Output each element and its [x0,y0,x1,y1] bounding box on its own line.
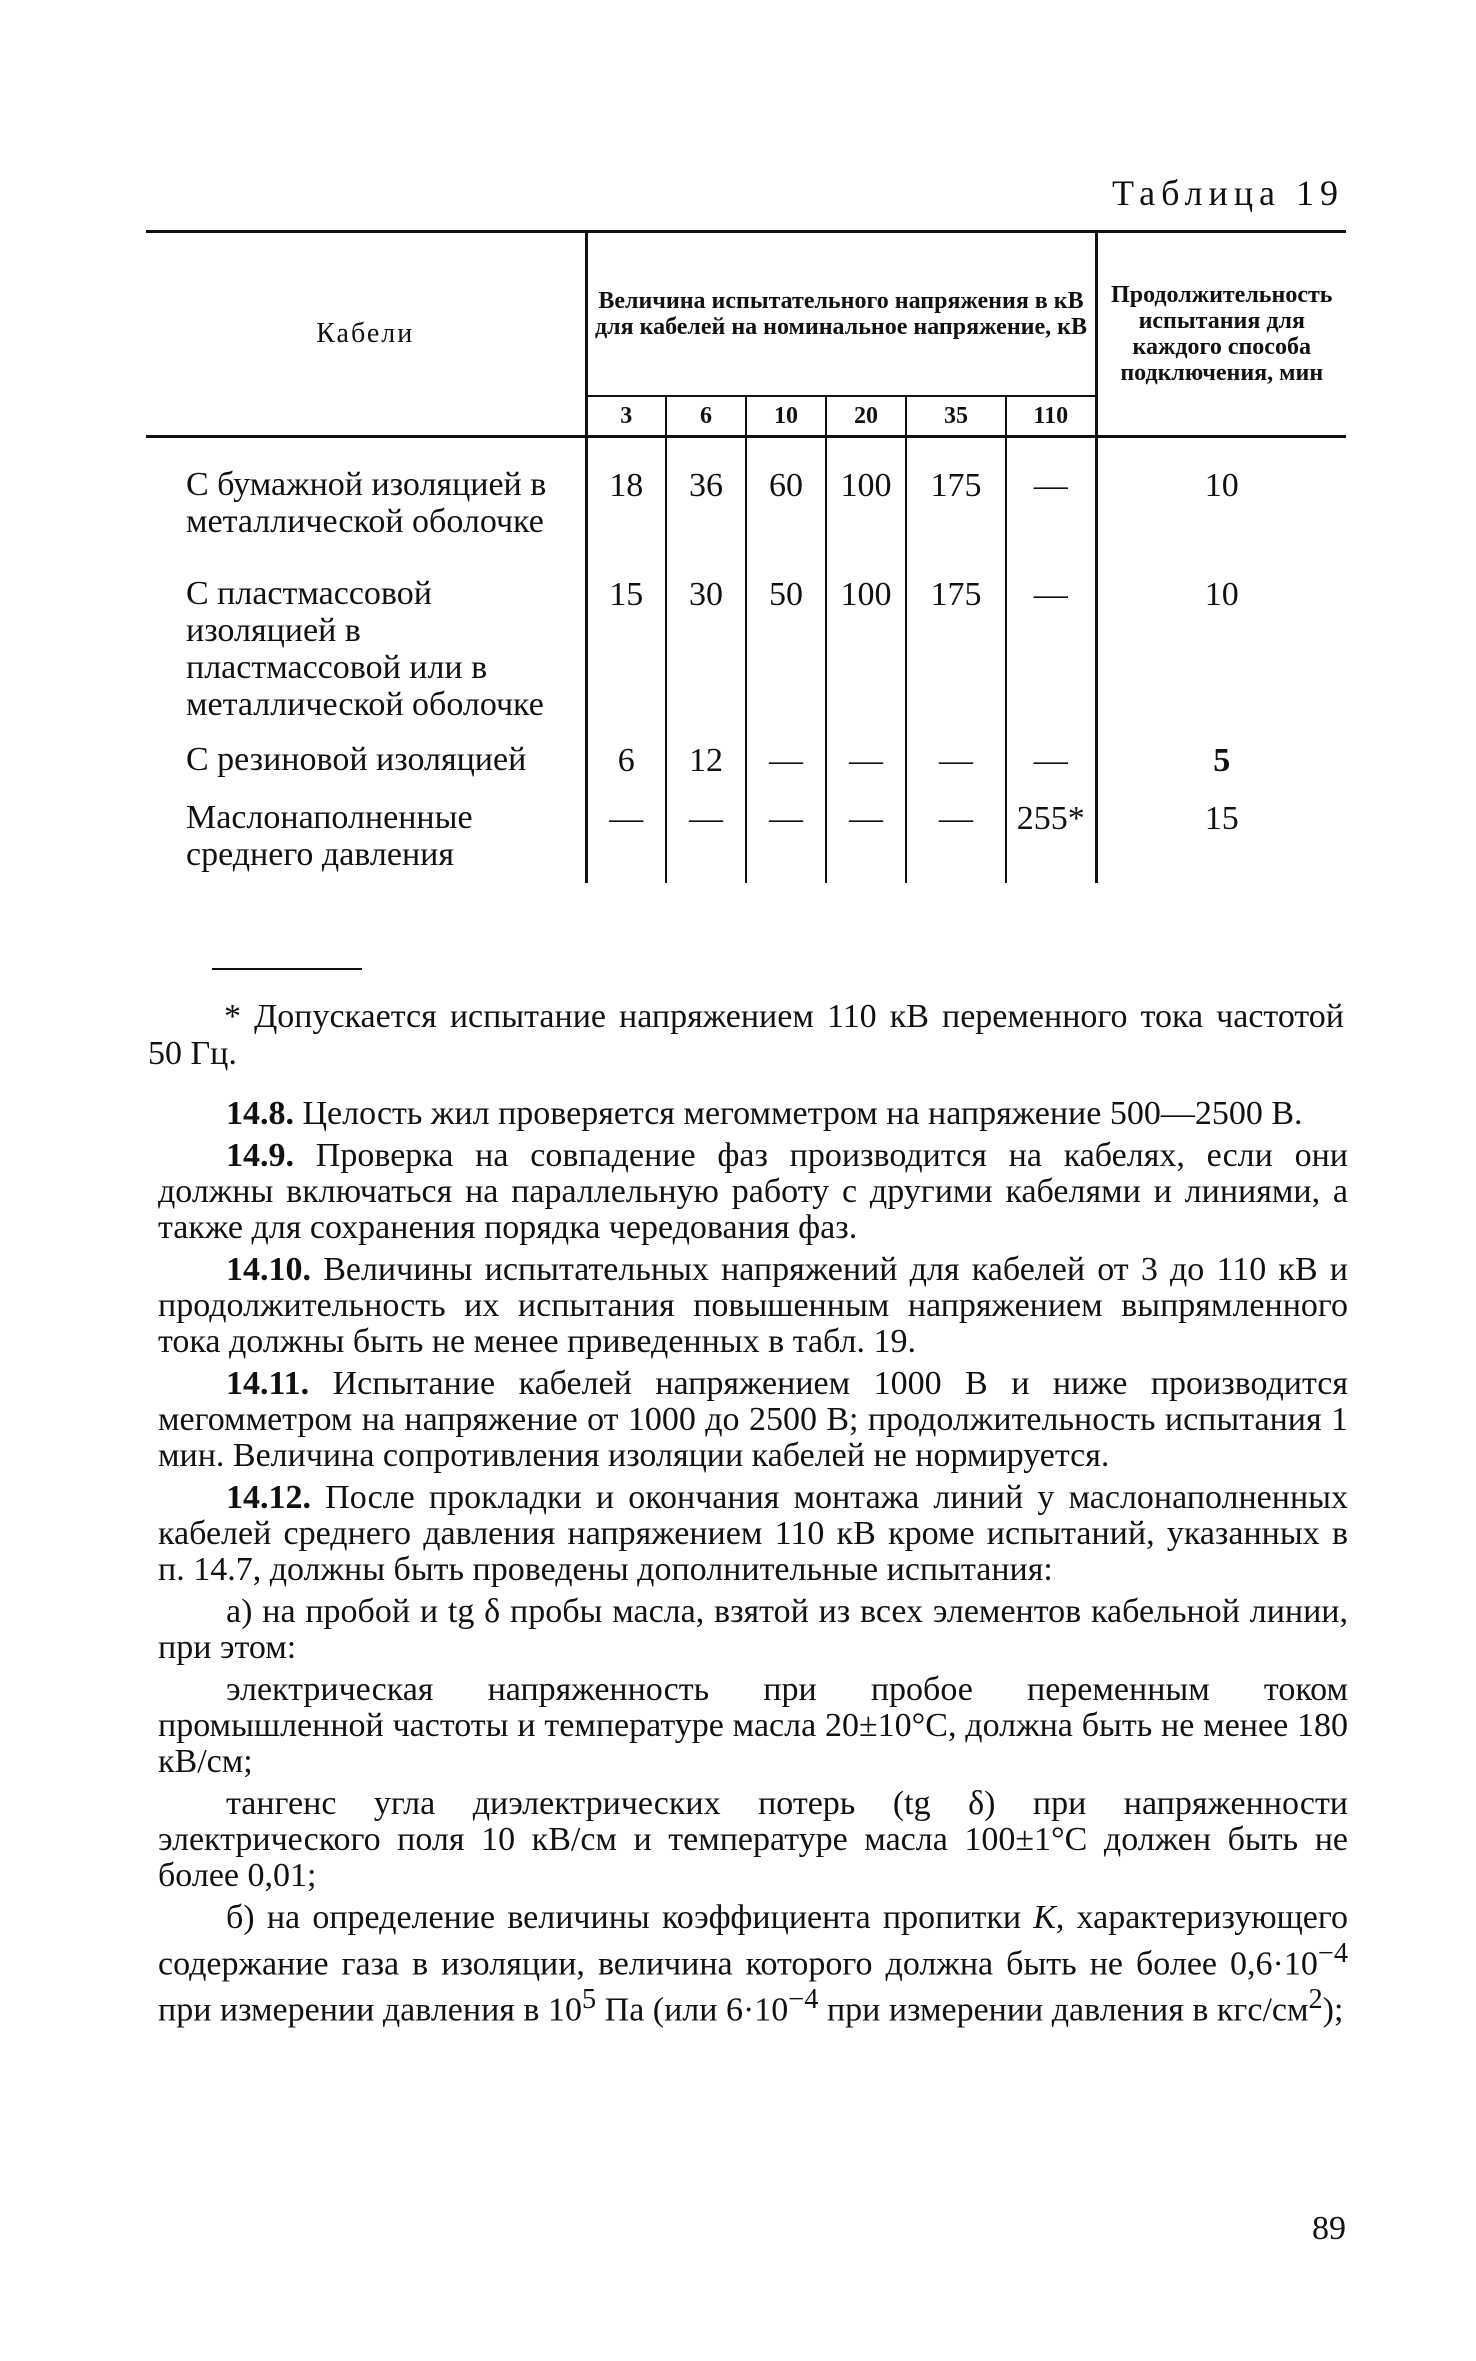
paragraph-14-10 [158,1252,1348,1360]
exponent: −4 [1317,1938,1348,1969]
paragraph-b-text: Па (или 6·10 [596,1991,789,2029]
paragraph-b-text: при измерении давления в кгс/см [818,1991,1309,2029]
paragraph-14-12 [158,1480,1348,1588]
header-cables: Кабели [146,232,586,437]
exponent: 2 [1308,1984,1323,2016]
paragraph-a: а) на пробой и tg δ пробы масла, взятой из всех элементов кабельной линии, при этом: [158,1593,1348,1666]
test-voltage-table [146,230,1346,883]
paragraph-text: Испытание кабелей напряжением 1000 В и ниже производится мегомметром на напряжение от 1000 до 2500 В; продолжительность испытания 1 мин. Величина сопротивления изоляции кабелей не нормируется. [158,1365,1348,1474]
row-cable-name: С бумажной изоляцией в металлической оболочке [146,437,586,567]
row-cable-name: С резиновой изоляцией [146,733,586,791]
row-duration: 10 [1204,575,1239,613]
row-value: 12 [666,733,746,791]
paragraph-a-1: электрическая напряженность при пробое переменным током промышленной частоты и температуре масла 20±10°С, должна быть не менее 180 кВ/см; [158,1671,1348,1780]
paragraph-14-9 [158,1138,1348,1246]
header-duration: Продолжительность испытания для каждого способа подключения, мин [1096,232,1346,437]
row-value: 6 [586,733,666,791]
row-duration: 10 [1204,467,1239,504]
row-value: — [1006,437,1096,567]
row-value: 100 [826,567,906,733]
row-duration: 5 [1213,741,1231,779]
row-value: 175 [906,567,1006,733]
paragraph-number: 14.11. [226,1365,310,1402]
row-value: 36 [666,437,746,567]
row-value: — [746,733,826,791]
row-value: — [586,791,666,883]
row-value: 18 [586,437,666,567]
row-value: 60 [746,437,826,567]
paragraph-b-text: б) на определение величины коэффициента пропитки [226,1899,1034,1936]
header-voltage-20: 20 [826,396,906,437]
paragraph-a-2: тангенс угла диэлектрических потерь (tg δ) при напряженности электрического поля 10 кВ/см и температуре масла 100±1°С должен быть не более 0,01; [158,1785,1348,1894]
row-value: 30 [666,567,746,733]
paragraph-number: 14.10. [226,1251,311,1288]
table-container [146,230,1346,883]
row-duration: 15 [1204,799,1239,837]
row-value: — [906,733,1006,791]
table-footnote: * Допускается испытание напряжением 110 кВ переменного тока частотой 50 Гц. [148,998,1344,1072]
table-row [146,791,1346,883]
row-value: — [906,791,1006,883]
paragraph-text: Целость жил проверяется мегомметром на напряжение 500—2500 В. [302,1095,1303,1132]
row-value: — [746,791,826,883]
header-voltage-6: 6 [666,396,746,437]
paragraph-14-11 [158,1366,1348,1474]
footnote-divider [212,968,362,970]
table-row [146,567,1346,733]
exponent: 5 [581,1984,597,2016]
row-value: 15 [586,567,666,733]
body-text [158,1096,1348,2035]
page-number: 89 [1312,2210,1346,2247]
paragraph-b-text: ); [1322,1991,1344,2029]
paragraph-number: 14.8. [226,1095,294,1132]
table-caption: Таблица 19 [1112,173,1344,213]
header-voltage-35: 35 [906,396,1006,437]
paragraph-b [158,1900,1348,2029]
row-value: 50 [746,567,826,733]
paragraph-14-8 [158,1096,1348,1132]
row-value: — [1006,733,1096,791]
header-voltage-10: 10 [746,396,826,437]
table-row [146,437,1346,567]
header-voltage-110: 110 [1006,396,1096,437]
header-voltage-3: 3 [586,396,666,437]
row-value: — [666,791,746,883]
paragraph-text: После прокладки и окончания монтажа линий у маслонаполненных кабелей среднего давления напряжением 110 кВ кроме испытаний, указанных в п. 14.7, должны быть проведены дополнительные испытания: [158,1479,1348,1588]
header-voltage-group: Величина испытательного напряжения в кВ для кабелей на номинальное напряжение, кВ [586,232,1096,397]
row-value: 175 [906,437,1006,567]
paragraph-b-text: , характеризующего содержание газа в изоляции, величина которого должна быть не более 0,6·10 [158,1899,1348,1983]
row-value: — [826,791,906,883]
paragraph-text: Проверка на совпадение фаз производится на кабелях, если они должны включаться на параллельную работу с другими кабелями и линиями, а также для сохранения порядка чередования фаз. [158,1137,1349,1246]
table-row [146,733,1346,791]
paragraph-number: 14.12. [226,1479,311,1516]
row-value: — [826,733,906,791]
row-value: 255* [1006,791,1096,883]
row-value: 100 [826,437,906,567]
row-cable-name: С пластмассовой изоляцией в пластмассовой или в металлической оболочке [146,567,586,733]
coefficient-symbol: К [1033,1899,1056,1936]
row-cable-name: Маслонаполненные среднего давления [146,791,586,883]
exponent: −4 [788,1984,819,2016]
paragraph-text: Величины испытательных напряжений для кабелей от 3 до 110 кВ и продолжительность их испытания повышенным напряжением выпрямленного тока должны быть не менее приведенных в табл. 19. [158,1251,1348,1360]
paragraph-number: 14.9. [226,1137,294,1174]
row-value: — [1006,567,1096,733]
paragraph-b-text: при измерении давления в 10 [158,1991,582,2029]
